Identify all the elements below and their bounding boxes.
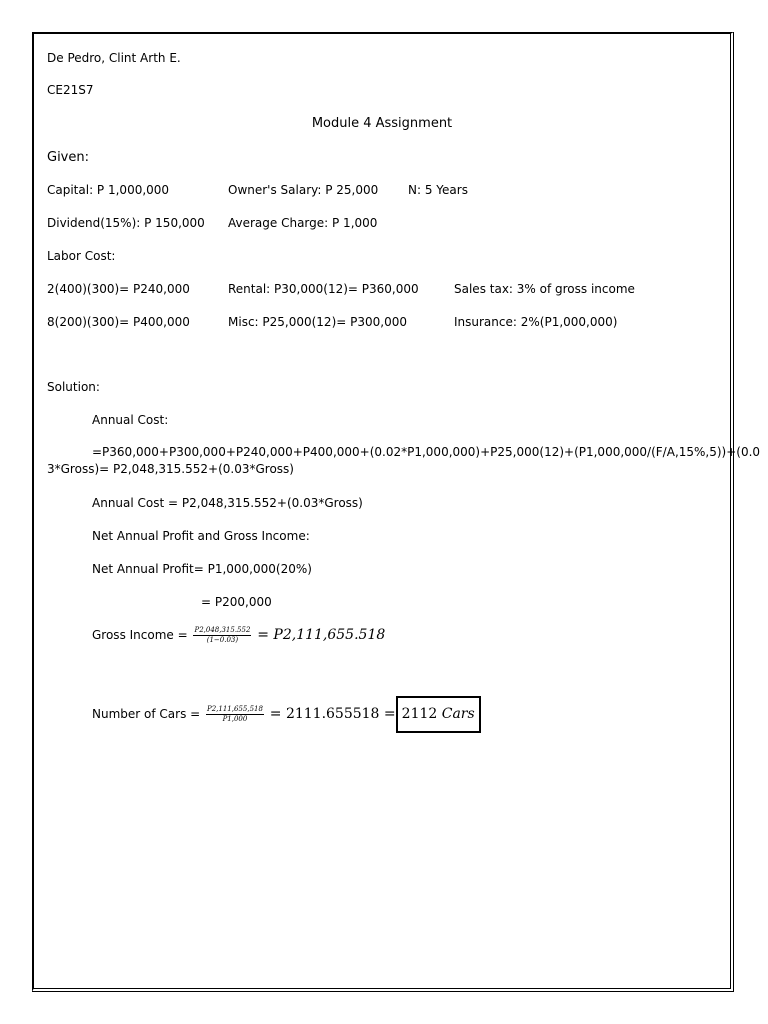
cars-fraction [206, 705, 264, 724]
student-name: De Pedro, Clint Arth E. [47, 51, 181, 65]
given-average-charge: Average Charge: P 1,000 [228, 216, 378, 230]
gross-income-result: = P2,111,655.518 [257, 627, 386, 643]
gross-income-label: Gross Income = [92, 628, 188, 642]
given-insurance: Insurance: 2%(P1,000,000) [454, 315, 618, 329]
net-profit-line: Net Annual Profit= P1,000,000(20%) [92, 562, 312, 576]
document-title: Module 4 Assignment [311, 116, 453, 131]
annual-cost-formula-line1: =P360,000+P300,000+P240,000+P400,000+(0.02*P1,000,000)+P25,000(12)+(P1,000,000/(F/A,15%,5))+(0.0 [92, 445, 761, 459]
given-misc: Misc: P25,000(12)= P300,000 [228, 315, 407, 329]
labor-cost-heading: Labor Cost: [47, 249, 116, 263]
cars-answer-box [396, 696, 481, 733]
net-profit-heading: Net Annual Profit and Gross Income: [92, 529, 310, 543]
annual-cost-heading: Annual Cost: [92, 413, 169, 427]
given-sales-tax: Sales tax: 3% of gross income [454, 282, 635, 296]
given-rental: Rental: P30,000(12)= P360,000 [228, 282, 419, 296]
cars-label: Number of Cars = [92, 707, 201, 721]
cars-value: = 2111.655518 = [269, 706, 396, 722]
annual-cost-formula-line2: 3*Gross)= P2,048,315.552+(0.03*Gross) [47, 462, 294, 476]
student-section: CE21S7 [47, 83, 94, 97]
gross-income-equation [92, 620, 385, 650]
net-profit-value: = P200,000 [201, 595, 272, 609]
number-of-cars-equation [92, 696, 481, 733]
given-owners-salary: Owner's Salary: P 25,000 [228, 183, 379, 197]
labor-cost-1: 2(400)(300)= P240,000 [47, 282, 190, 296]
cars-denominator: P1,000 [222, 715, 248, 723]
labor-cost-2: 8(200)(300)= P400,000 [47, 315, 190, 329]
given-dividend: Dividend(15%): P 150,000 [47, 216, 205, 230]
given-heading: Given: [47, 150, 89, 165]
cars-answer-number: 2112 [401, 706, 442, 722]
solution-heading: Solution: [47, 380, 100, 394]
annual-cost-result: Annual Cost = P2,048,315.552+(0.03*Gross) [92, 496, 363, 510]
document-page [32, 32, 761, 992]
gross-income-fraction [193, 626, 251, 645]
gross-income-numerator: P2,048,315.552 [194, 626, 251, 634]
gross-income-denominator: (1−0.03) [206, 636, 239, 644]
cars-answer-unit: Cars [441, 706, 475, 722]
given-years: N: 5 Years [408, 183, 468, 197]
cars-numerator: P2,111,655,518 [207, 705, 263, 713]
given-capital: Capital: P 1,000,000 [47, 183, 170, 197]
